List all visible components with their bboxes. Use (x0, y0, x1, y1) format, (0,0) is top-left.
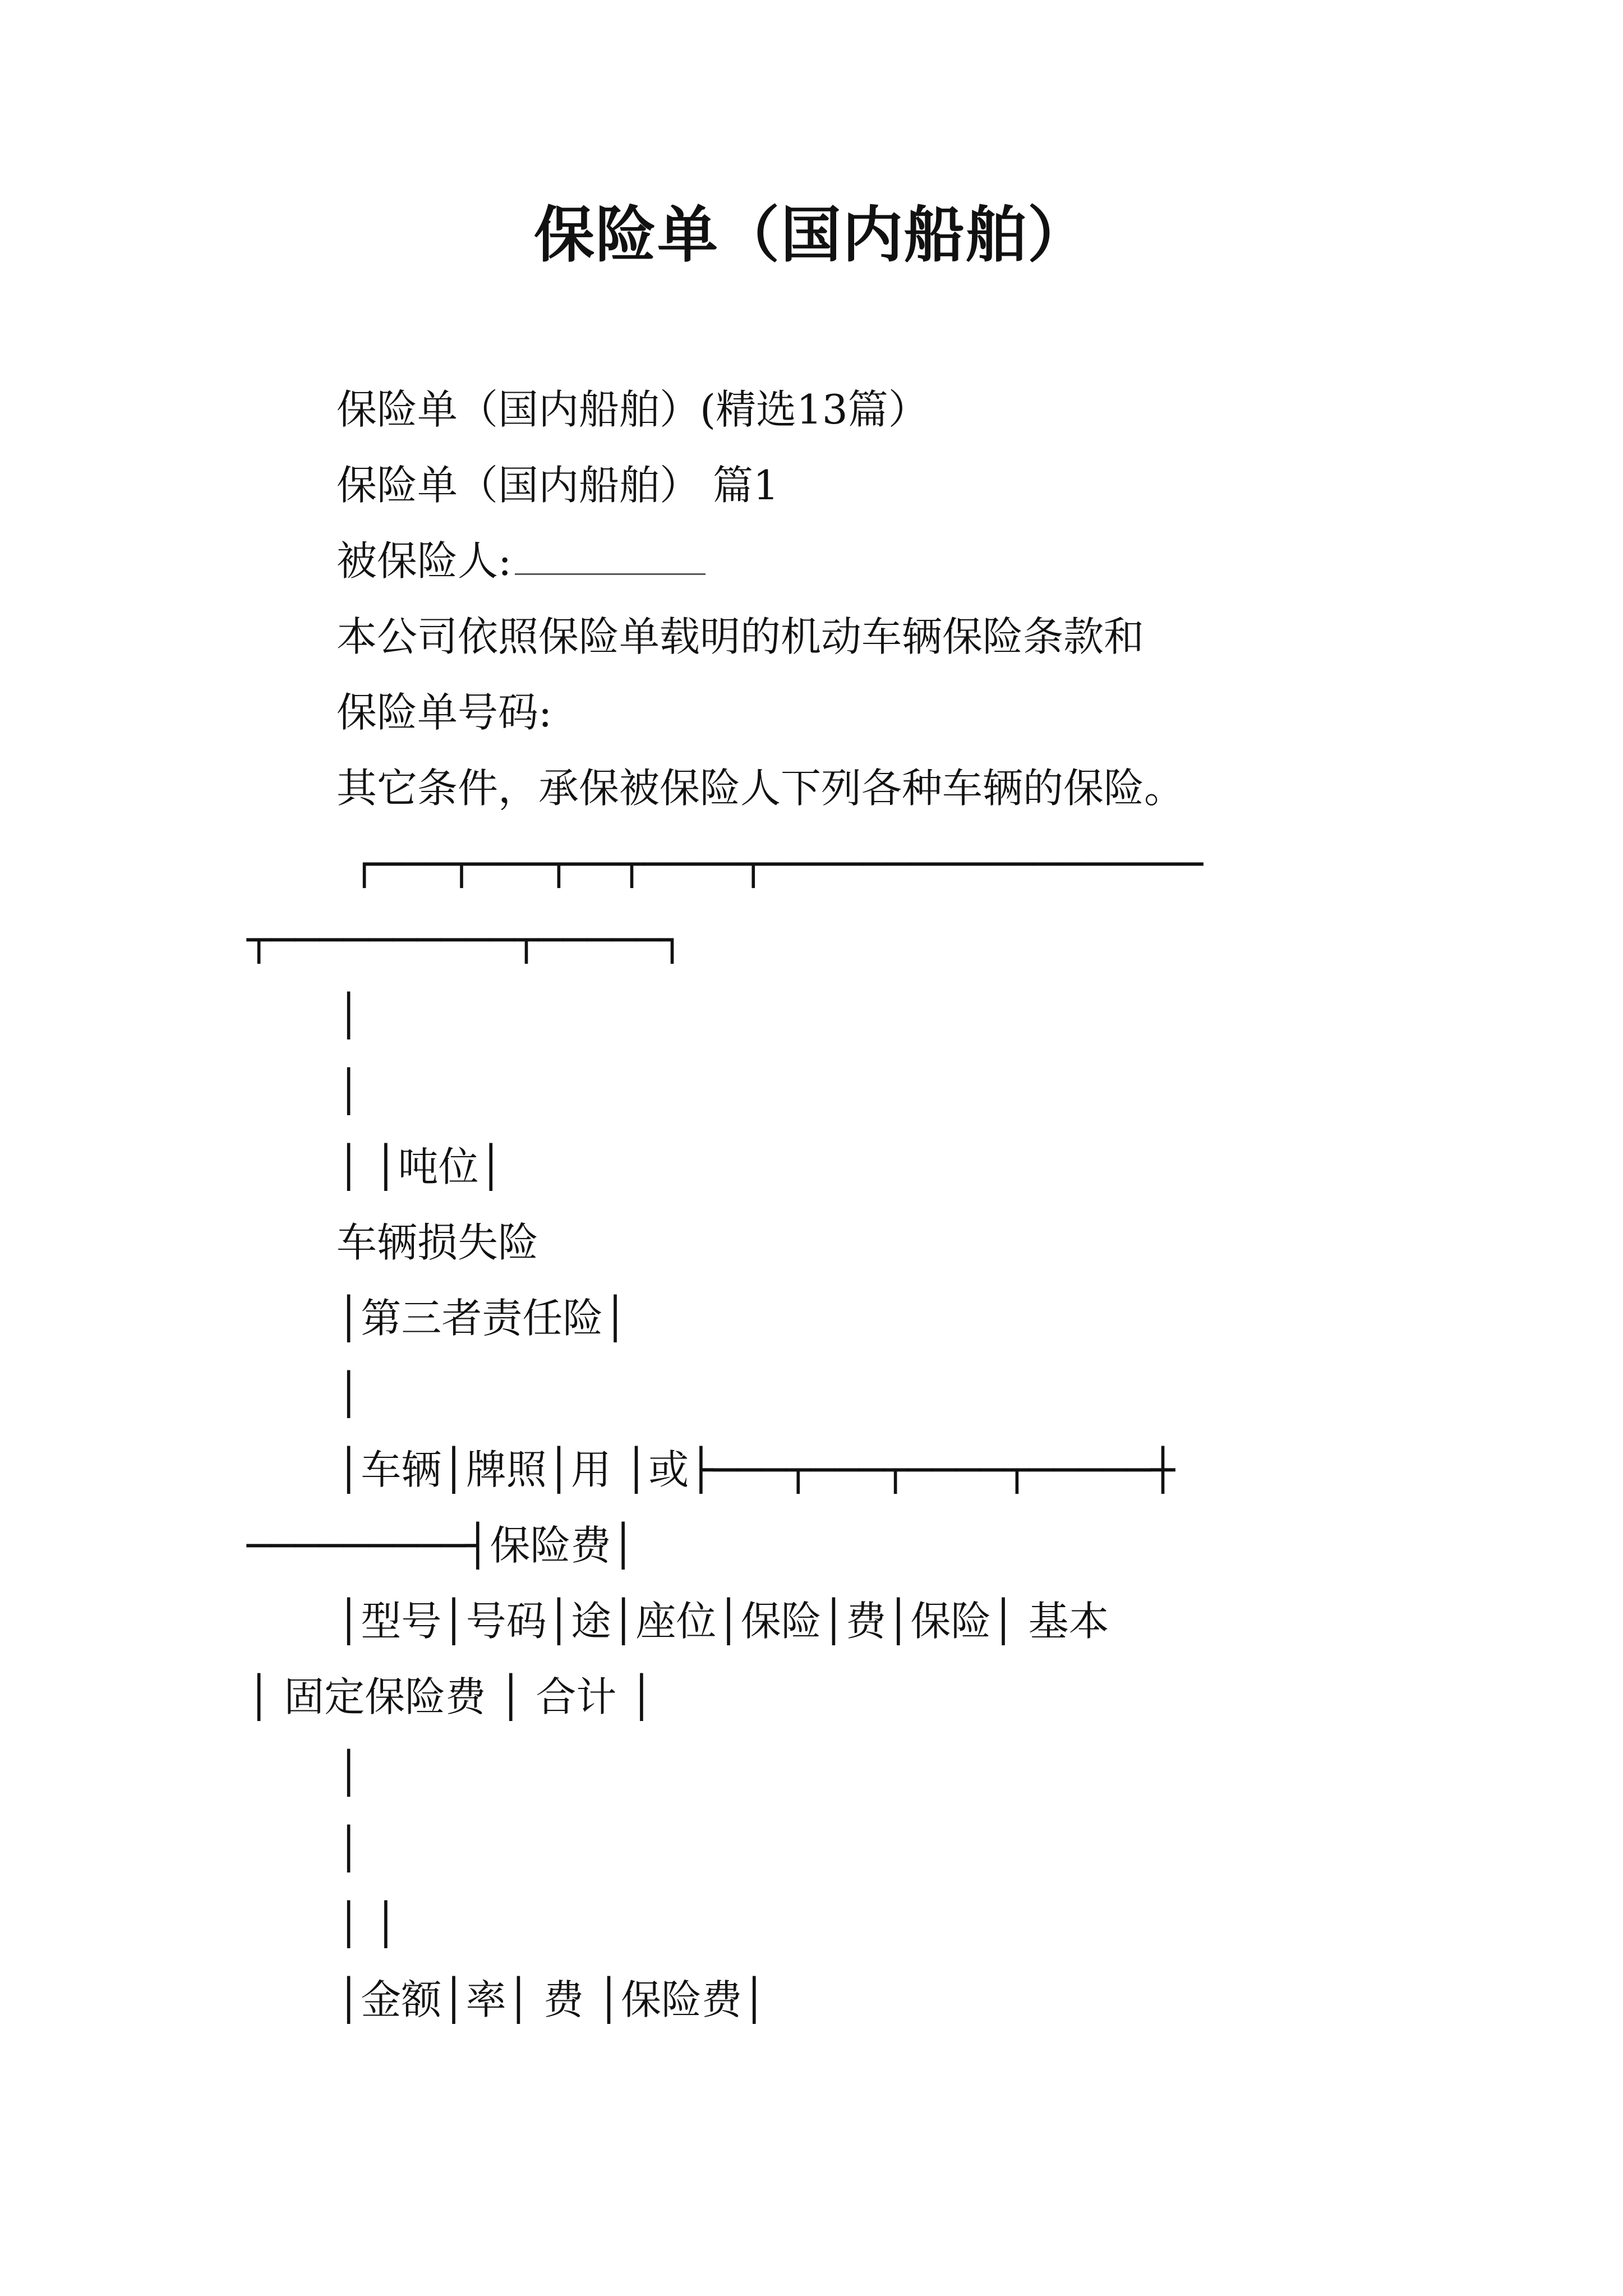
table-line: ─────────┤保险费│ (247, 1522, 635, 1569)
policy-number-line: 保险单号码: (336, 689, 552, 736)
table-line: │ (336, 1370, 361, 1418)
section-heading: 保险单（国内船舶） 篇1 (336, 462, 779, 509)
insured-line (336, 533, 706, 589)
table-line: │ (336, 1825, 361, 1872)
table-border-line: ┬──────────┬─────┐ (247, 916, 685, 963)
table-line: │第三者责任险│ (336, 1295, 628, 1342)
table-line: │ (336, 1749, 361, 1796)
table-line: │型号│号码│途│座位│保险│费│保险│ 基本 (336, 1598, 1109, 1645)
document-title: 保险单（国内船舶） (533, 200, 1089, 270)
table-line: │车辆│牌照│用 │或├───┬───┬────┬─────┼ (336, 1446, 1175, 1493)
insured-blank (515, 571, 706, 575)
table-line: │ │ (336, 1901, 398, 1948)
table-line: │ │吨位│ (336, 1143, 503, 1190)
table-border-line: ┌───┬───┬──┬────┬────────────────── (352, 840, 1204, 887)
table-line: 车辆损失险 (336, 1219, 539, 1266)
body-line: 本公司依照保险单载明的机动车辆保险条款和 (336, 613, 1145, 660)
table-line: │ 固定保险费 │ 合计 │ (247, 1673, 654, 1720)
body-line: 其它条件，承保被保险人下列各种车辆的保险。 (336, 765, 1185, 812)
table-line: │金额│率│ 费 │保险费│ (336, 1976, 767, 2023)
insured-label: 被保险人: (336, 537, 512, 585)
subtitle-line: 保险单（国内船舶）(精选13篇） (336, 386, 929, 433)
table-line: │ (336, 1068, 361, 1115)
table-line: │ (336, 992, 361, 1039)
